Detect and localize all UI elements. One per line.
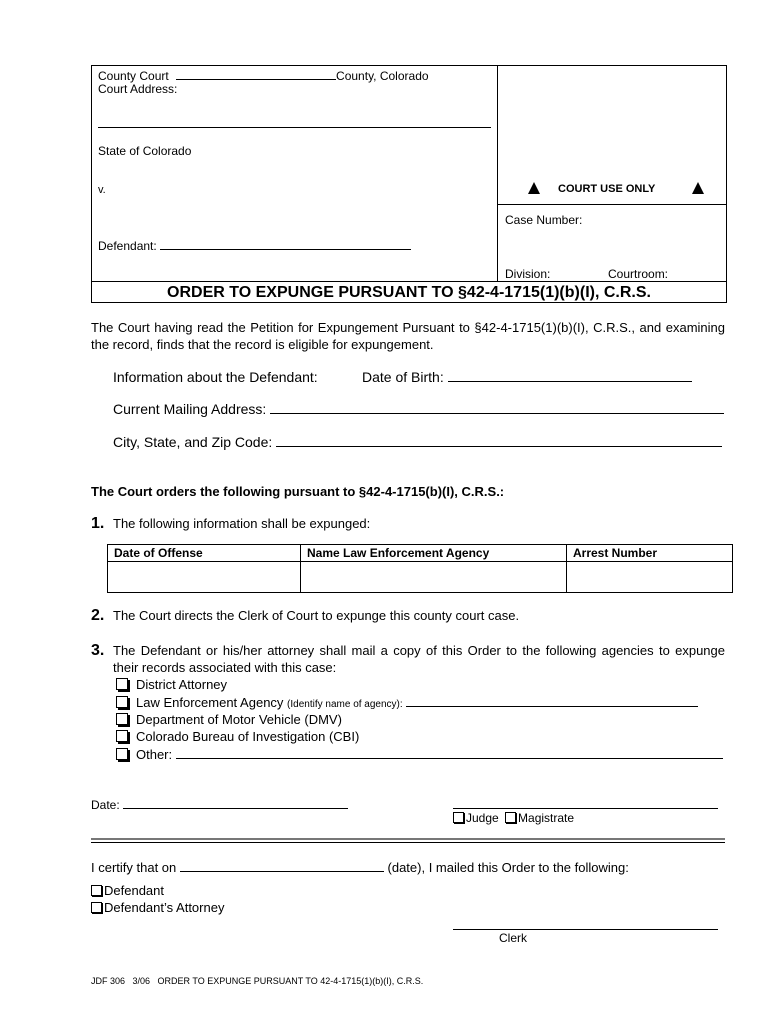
court-address-label: Court Address: xyxy=(98,82,178,96)
mailing-date-field[interactable] xyxy=(180,859,384,872)
section-divider xyxy=(91,842,725,843)
agency-option-other xyxy=(116,746,723,762)
date-of-offense-cell[interactable] xyxy=(108,562,301,593)
magistrate-label: Magistrate xyxy=(518,811,575,825)
item-1 xyxy=(91,515,370,533)
date-label: Date: xyxy=(91,798,120,812)
checkbox[interactable] xyxy=(91,885,102,896)
checkbox[interactable] xyxy=(91,902,102,913)
agency-option-district-attorney xyxy=(116,677,227,692)
city-line xyxy=(113,434,722,450)
mailing-address-field[interactable] xyxy=(270,401,724,414)
item-number: 2. xyxy=(91,607,105,624)
court-use-divider xyxy=(497,204,726,205)
clerk-signature-line[interactable] xyxy=(453,929,718,930)
division-label: Division: xyxy=(505,267,551,281)
dob-label: Date of Birth: xyxy=(362,369,444,385)
checkbox[interactable] xyxy=(116,678,128,690)
judge-label: Judge xyxy=(466,811,499,825)
state-label: State of Colorado xyxy=(98,144,192,158)
agency-option-law-enforcement xyxy=(116,694,698,710)
county-court-line xyxy=(98,67,429,83)
item-3 xyxy=(91,642,113,660)
court-address-field[interactable] xyxy=(98,127,491,128)
agency-label: Department of Motor Vehicle (DMV) xyxy=(136,712,342,727)
column-header-arrest-number: Arrest Number xyxy=(567,545,733,562)
item-2-text: The Court directs the Clerk of Court to expunge this county court case. xyxy=(113,608,520,623)
recipient-label: Defendant’s Attorney xyxy=(104,900,225,915)
city-state-zip-field[interactable] xyxy=(276,434,722,447)
defendant-name-field[interactable] xyxy=(160,237,411,250)
dob-field[interactable] xyxy=(448,369,692,382)
arrest-number-cell[interactable] xyxy=(567,562,733,593)
judge-signature-line[interactable] xyxy=(453,808,718,809)
form-footer: JDF 306 3/06 ORDER TO EXPUNGE PURSUANT TO 42-4-1715(1)(b)(I), C.R.S. xyxy=(91,976,424,986)
defendant-line xyxy=(98,237,411,253)
mailing-label: Current Mailing Address: xyxy=(113,401,267,417)
agency-label: Other: xyxy=(136,747,173,762)
agency-label: Law Enforcement Agency xyxy=(136,695,284,710)
table-row xyxy=(108,562,733,593)
column-header-agency: Name Law Enforcement Agency xyxy=(301,545,567,562)
up-arrow-icon xyxy=(528,181,540,199)
versus-label: v. xyxy=(98,184,106,196)
orders-heading: The Court orders the following pursuant to §42-4-1715(b)(I), C.R.S.: xyxy=(91,484,505,499)
county-suffix: County, Colorado xyxy=(336,69,429,83)
checkbox[interactable] xyxy=(116,748,128,760)
certificate-line xyxy=(91,859,629,875)
certify-prefix: I certify that on xyxy=(91,860,177,875)
checkbox[interactable] xyxy=(116,713,128,725)
intro-paragraph: The Court having read the Petition for Expungement Pursuant to §42-4-1715(1)(b)(I), C.R.S., and examining the record, finds that the record is eligible for expungement. xyxy=(91,320,725,352)
judge-checkbox[interactable] xyxy=(453,812,464,823)
case-number-label: Case Number: xyxy=(505,213,583,227)
checkbox[interactable] xyxy=(116,730,128,742)
item-number: 1. xyxy=(91,515,105,532)
item-number: 3. xyxy=(91,642,105,659)
table-header-row xyxy=(108,545,733,562)
item-3-text: The Defendant or his/her attorney shall mail a copy of this Order to the following agencies to expunge their records associated with this case: xyxy=(113,643,725,675)
column-header-date-of-offense: Date of Offense xyxy=(108,545,301,562)
recipient-defendant xyxy=(91,883,164,898)
agency-option-cbi xyxy=(116,729,359,744)
agency-name-cell[interactable] xyxy=(301,562,567,593)
date-line xyxy=(91,796,348,812)
courtroom-label: Courtroom: xyxy=(608,267,669,281)
agency-note: (Identify name of agency): xyxy=(287,699,403,710)
certify-suffix: (date), I mailed this Order to the following: xyxy=(387,860,629,875)
checkbox[interactable] xyxy=(116,696,128,708)
recipient-label: Defendant xyxy=(104,883,164,898)
agency-option-dmv xyxy=(116,712,342,727)
defendant-label: Defendant: xyxy=(98,239,157,253)
mailing-line xyxy=(113,401,724,417)
magistrate-checkbox[interactable] xyxy=(505,812,516,823)
item-1-text: The following information shall be expunged: xyxy=(113,516,371,531)
defendant-info-label: Information about the Defendant: xyxy=(113,369,318,385)
county-court-label: County Court xyxy=(98,69,169,83)
county-name-field[interactable] xyxy=(176,67,336,80)
expunge-info-table xyxy=(107,544,733,593)
other-agency-field[interactable] xyxy=(176,746,723,759)
dob-line xyxy=(362,369,692,385)
section-divider xyxy=(91,838,725,840)
law-enforcement-agency-field[interactable] xyxy=(406,694,698,707)
item-2 xyxy=(91,607,519,625)
caption-divider xyxy=(497,65,498,282)
recipient-attorney xyxy=(91,900,224,915)
page-title: ORDER TO EXPUNGE PURSUANT TO §42-4-1715(1)(b)(I), C.R.S. xyxy=(167,284,651,301)
clerk-label: Clerk xyxy=(499,931,528,945)
court-use-only-label: COURT USE ONLY xyxy=(558,183,656,195)
signature-date-field[interactable] xyxy=(123,796,348,809)
agency-label: District Attorney xyxy=(136,677,228,692)
up-arrow-icon xyxy=(692,181,704,199)
city-label: City, State, and Zip Code: xyxy=(113,434,273,450)
agency-label: Colorado Bureau of Investigation (CBI) xyxy=(136,729,360,744)
judge-magistrate-options xyxy=(453,811,574,825)
